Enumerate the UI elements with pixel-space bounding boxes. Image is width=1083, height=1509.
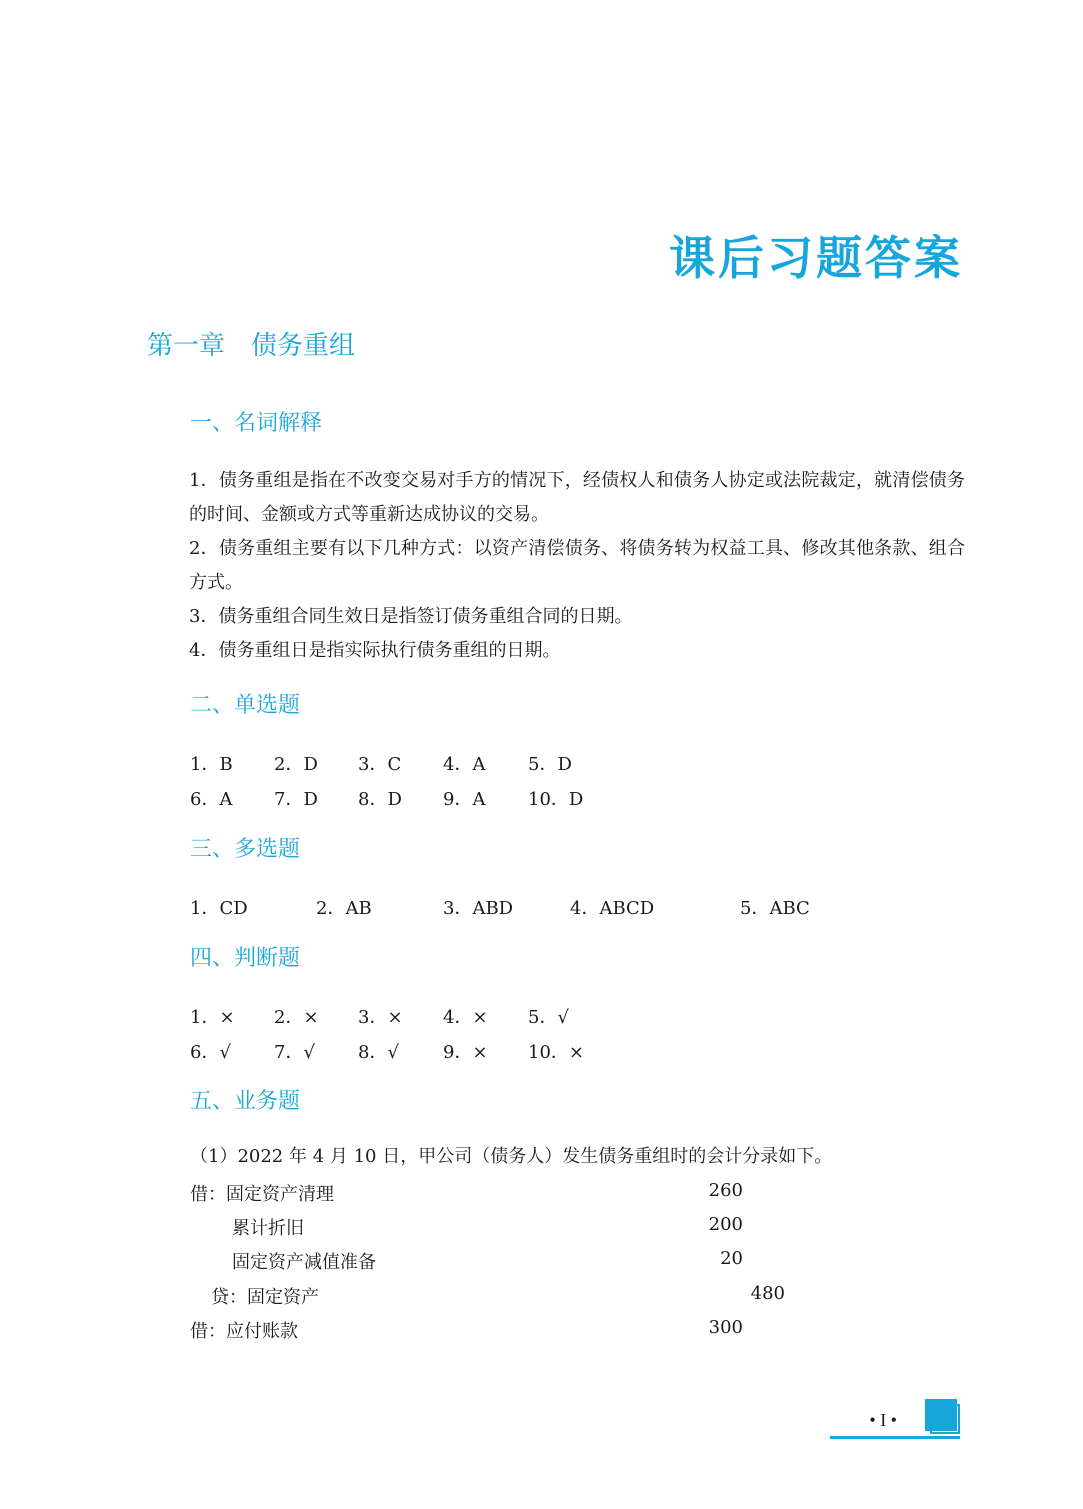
journal-amount: 300	[708, 1317, 743, 1338]
answer: 2．×	[274, 1007, 319, 1028]
answer: 6．√	[190, 1042, 231, 1063]
section-heading-judge: 四、判断题	[190, 946, 301, 971]
page-number: • I •	[869, 1410, 897, 1430]
answer: 1．B	[190, 754, 233, 775]
answer: 6．A	[190, 789, 233, 810]
section-heading-single: 二、单选题	[190, 693, 301, 718]
journal-account: 贷：固定资产	[211, 1287, 319, 1308]
answer: 5．√	[528, 1007, 569, 1028]
answer: 1．CD	[190, 898, 248, 919]
answer: 7．√	[274, 1042, 315, 1063]
answer: 8．D	[358, 789, 402, 810]
answer: 8．√	[358, 1042, 399, 1063]
answer: 5．D	[528, 754, 572, 775]
journal-account: 借：固定资产清理	[190, 1184, 334, 1205]
answer: 4．ABCD	[570, 898, 655, 919]
journal-amount: 20	[720, 1248, 743, 1269]
answer: 10．×	[528, 1042, 584, 1063]
term-text: 1．债务重组是指在不改变交易对手方的情况下，经债权人和债务人协定或法院裁定，就清偿债务的时间、金额或方式等重新达成协议的交易。	[189, 470, 965, 525]
term-paragraph	[147, 634, 965, 668]
term-text: 4．债务重组日是指实际执行债务重组的日期。	[189, 640, 561, 661]
section-heading-business: 五、业务题	[190, 1089, 301, 1114]
term-paragraph	[147, 464, 965, 532]
term-paragraph	[147, 600, 965, 634]
section-heading-multi: 三、多选题	[190, 837, 301, 862]
answer: 1．×	[190, 1007, 235, 1028]
answer: 4．A	[443, 754, 486, 775]
chapter-title: 第一章 债务重组	[147, 331, 356, 361]
footer-rule	[830, 1436, 960, 1439]
journal-account: 借：应付账款	[190, 1321, 298, 1342]
answer: 2．D	[274, 754, 318, 775]
answer: 5．ABC	[740, 898, 810, 919]
term-paragraph	[147, 532, 965, 600]
page-title: 课后习题答案	[669, 231, 963, 285]
answer: 3．×	[358, 1007, 403, 1028]
answer: 7．D	[274, 789, 318, 810]
answer: 10．D	[528, 789, 584, 810]
answer: 3．ABD	[443, 898, 514, 919]
term-text: 2．债务重组主要有以下几种方式：以资产清偿债务、将债务转为权益工具、修改其他条款、组合方式。	[189, 538, 965, 593]
answer: 3．C	[358, 754, 402, 775]
journal-account: 固定资产减值准备	[232, 1252, 376, 1273]
journal-account: 累计折旧	[232, 1218, 304, 1239]
term-text: 3．债务重组合同生效日是指签订债务重组合同的日期。	[189, 606, 633, 627]
answer: 9．A	[443, 789, 486, 810]
journal-amount: 200	[708, 1214, 743, 1235]
journal-amount: 480	[750, 1283, 785, 1304]
section-heading-terms: 一、名词解释	[190, 411, 323, 436]
answer: 4．×	[443, 1007, 488, 1028]
business-intro: （1）2022 年 4 月 10 日，甲公司（债务人）发生债务重组时的会计分录如下。	[190, 1146, 833, 1167]
answer: 9．×	[443, 1042, 488, 1063]
answer: 2．AB	[316, 898, 372, 919]
footer-square	[925, 1399, 957, 1431]
journal-amount: 260	[708, 1180, 743, 1201]
